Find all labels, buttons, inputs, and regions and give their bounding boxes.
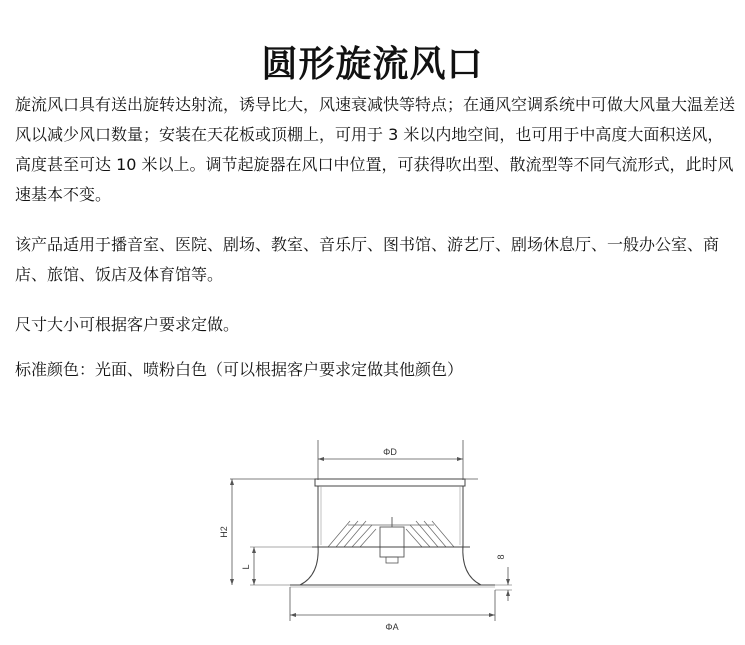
intro-paragraph: 旋流风口具有送出旋转达射流，诱导比大，风速衰减快等特点；在通风空调系统中可做大风量大温差送风以减少风口数量；安装在天花板或顶棚上，可用于 3 米以内地空间，也可用于中高度大面积送风，高度甚至可达 10 米以上。调节起旋器在风口中位置，可获得吹出型、散流型等不同气流形式，此时风速基本不变。	[15, 95, 736, 204]
dim-arrow	[489, 613, 495, 617]
page-title: 圆形旋流风口	[261, 43, 484, 86]
application-paragraph: 该产品适用于播音室、医院、剧场、教室、音乐厅、图书馆、游艺厅、剧场休息厅、一般办公室、商店、旅馆、饭店及体育馆等。	[15, 235, 720, 284]
dim-arrow	[230, 579, 234, 585]
dim-label-top: ΦD	[383, 447, 397, 457]
swirl-blades	[328, 521, 454, 547]
dim-label-flange: 8	[496, 554, 506, 560]
dim-arrow	[230, 479, 234, 485]
flare-right	[463, 545, 481, 585]
dim-arrow	[252, 579, 256, 585]
dim-label-height: H2	[220, 526, 229, 538]
dim-arrow	[506, 590, 510, 596]
top-collar	[315, 479, 465, 486]
dim-arrow	[457, 457, 463, 461]
dim-arrow	[506, 579, 510, 585]
dim-arrow	[252, 547, 256, 553]
dim-arrow	[290, 613, 296, 617]
flare-left	[300, 545, 318, 585]
size-paragraph: 尺寸大小可根据客户要求定做。	[15, 315, 240, 334]
description-section	[15, 90, 735, 405]
dim-label-l: L	[241, 564, 251, 570]
dim-label-bottom: ΦA	[385, 622, 399, 632]
dim-arrow	[318, 457, 324, 461]
color-paragraph: 标准颜色：光面、喷粉白色（可以根据客户要求定做其他颜色）	[15, 360, 464, 379]
hub-cap	[386, 557, 398, 563]
swirl-hub	[380, 527, 404, 557]
diffuser-drawing-svg	[220, 435, 520, 635]
diffuser-drawing	[220, 435, 520, 635]
